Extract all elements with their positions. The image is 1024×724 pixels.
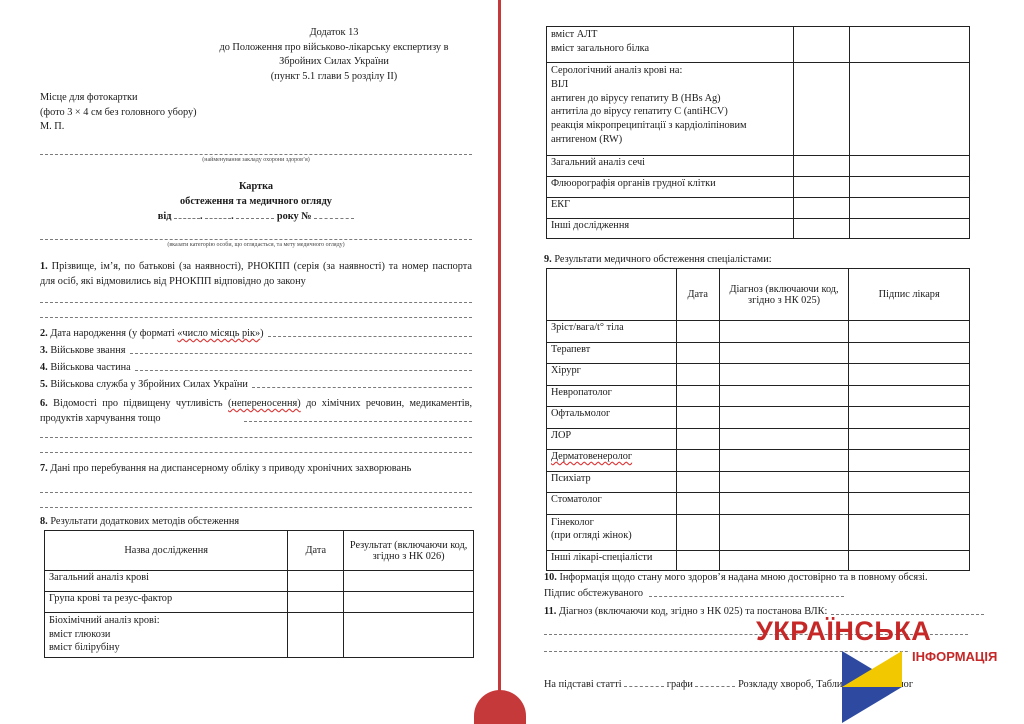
col-date: Дата bbox=[676, 269, 719, 321]
service-field[interactable] bbox=[252, 379, 472, 388]
specialist-cell: Невропатолог bbox=[547, 385, 677, 407]
result-cell[interactable] bbox=[850, 156, 970, 177]
date-cell[interactable] bbox=[676, 450, 719, 472]
item-5: 5. Військова служба у Збройних Силах України bbox=[40, 379, 472, 390]
item-3: 3. Військове звання bbox=[40, 345, 472, 356]
table-row bbox=[547, 428, 970, 450]
category-line bbox=[40, 239, 472, 240]
signature-cell[interactable] bbox=[849, 514, 970, 550]
test-name-cell: Група крові та резус-фактор bbox=[45, 592, 288, 613]
diagnosis-cell[interactable] bbox=[719, 450, 849, 472]
date-cell[interactable] bbox=[794, 27, 850, 63]
result-cell[interactable] bbox=[344, 592, 474, 613]
specialist-cell: Психіатр bbox=[547, 471, 677, 493]
item-11: 11. Діагноз (включаючи код, згідно з НК 025) та постанова ВЛК: bbox=[544, 606, 984, 617]
col-result: Результат (включаючи код, згідно з НК 026) bbox=[344, 531, 474, 571]
birthdate-field[interactable] bbox=[268, 328, 472, 337]
card-number-blank[interactable] bbox=[314, 210, 354, 219]
col-signature: Підпис лікаря bbox=[849, 269, 970, 321]
date-cell[interactable] bbox=[676, 342, 719, 364]
item-1-label: Прізвище, ім’я, по батькові (за наявності), РНОКПП (серія (за наявності) та номер паспорта для осіб, які відмовились від РНОКПП відповідно до закону bbox=[40, 261, 472, 287]
photo-label: Місце для фотокартки bbox=[40, 92, 138, 103]
specialist-cell: Інші лікарі-спеціалісти bbox=[547, 550, 677, 570]
date-cell[interactable] bbox=[794, 177, 850, 198]
item-2: 2. Дата народження (у форматі «число місяць рік» ) bbox=[40, 328, 472, 339]
diagnosis-cell[interactable] bbox=[719, 364, 849, 386]
date-cell[interactable] bbox=[288, 571, 344, 592]
unit-field[interactable] bbox=[135, 362, 472, 371]
card-title-line2: обстеження та медичного огляду bbox=[180, 196, 332, 207]
test-name-cell: Серологічний аналіз крові на: ВІЛ антиген до вірусу гепатиту В (HBs Ag) антитіла до вірусу гепатиту С (antiHCV) реакція мікропреципітації з кардіоліпіновим антигеном (RW) bbox=[547, 63, 794, 156]
patient-signature-field[interactable] bbox=[649, 588, 844, 597]
date-cell[interactable] bbox=[676, 407, 719, 429]
specialist-cell: Офтальмолог bbox=[547, 407, 677, 429]
item-1: 1. Прізвище, ім’я, по батькові (за наявності), РНОКПП (серія (за наявності) та номер паспорта для осіб, які відмовились від РНОКПП відповідно до закону bbox=[40, 261, 472, 287]
result-cell[interactable] bbox=[850, 177, 970, 198]
table-row bbox=[547, 321, 970, 343]
table-row bbox=[45, 592, 474, 613]
table-row bbox=[547, 450, 970, 472]
item-1-line-a[interactable] bbox=[40, 302, 472, 303]
test-name-cell: ЕКГ bbox=[547, 198, 794, 219]
result-cell[interactable] bbox=[850, 198, 970, 219]
col-specialist bbox=[547, 269, 677, 321]
rank-field[interactable] bbox=[130, 345, 472, 354]
table-row bbox=[547, 514, 970, 550]
result-cell[interactable] bbox=[344, 613, 474, 658]
item-11-line-b[interactable] bbox=[544, 651, 968, 652]
test-name-cell: Інші дослідження bbox=[547, 219, 794, 239]
col-date: Дата bbox=[288, 531, 344, 571]
date-cell[interactable] bbox=[676, 514, 719, 550]
specialist-cell: Терапевт bbox=[547, 342, 677, 364]
table-row bbox=[547, 385, 970, 407]
institution-line bbox=[40, 154, 472, 155]
institution-caption: (найменування закладу охорони здоров’я) bbox=[202, 157, 310, 163]
signature-cell[interactable] bbox=[849, 407, 970, 429]
specialist-cell: Дерматовенеролог bbox=[547, 450, 677, 472]
date-cell[interactable] bbox=[676, 364, 719, 386]
date-cell[interactable] bbox=[676, 493, 719, 515]
table-row bbox=[547, 407, 970, 429]
table-row bbox=[547, 27, 970, 63]
item-6-line-b[interactable] bbox=[40, 437, 472, 438]
result-cell[interactable] bbox=[850, 219, 970, 239]
table-row bbox=[45, 571, 474, 592]
table-row bbox=[547, 342, 970, 364]
signature-cell[interactable] bbox=[849, 550, 970, 570]
diagnosis-cell[interactable] bbox=[719, 385, 849, 407]
photo-size-note: (фото 3 × 4 см без головного убору) bbox=[40, 106, 197, 118]
item-6: 6. Відомості про підвищену чутливість (непереносення) до хімічних речовин, медикаментів, продуктів харчування тощо bbox=[40, 398, 473, 424]
category-caption: (вказати категорію особи, що оглядається, та мету медичного огляду) bbox=[167, 242, 345, 248]
diagnosis-cell[interactable] bbox=[719, 428, 849, 450]
appendix-line3: Збройних Силах України bbox=[279, 56, 389, 67]
specialists-table bbox=[546, 268, 970, 571]
diagnosis-cell[interactable] bbox=[719, 321, 849, 343]
diagnosis-cell[interactable] bbox=[719, 471, 849, 493]
item-10: 10. Інформація щодо стану мого здоров’я надана мною достовірно та в повному обсязі. bbox=[544, 572, 928, 583]
footer-basis: На підставі статті графи Розкладу хвороб, Табли датковиx вимог bbox=[544, 679, 914, 690]
diagnosis-cell[interactable] bbox=[719, 514, 849, 550]
table-row bbox=[547, 177, 970, 198]
item-9: 9. Результати медичного обстеження спеціалістами: bbox=[544, 254, 772, 265]
item-10-sign: Підпис обстежуваного bbox=[544, 588, 844, 599]
diagnosis-cell[interactable] bbox=[719, 342, 849, 364]
stamp-place: М. П. bbox=[40, 121, 65, 132]
additional-tests-table-continued bbox=[546, 26, 970, 239]
item-6-line-c[interactable] bbox=[40, 452, 472, 453]
test-name-cell: Біохімічний аналіз крові: вміст глюкози вміст білірубіну bbox=[45, 613, 288, 658]
table-row bbox=[547, 471, 970, 493]
signature-cell[interactable] bbox=[849, 471, 970, 493]
col-diagnosis: Діагноз (включаючи код, згідно з НК 025) bbox=[719, 269, 849, 321]
appendix-title: Додаток 13 bbox=[309, 27, 359, 38]
page-divider bbox=[498, 0, 501, 724]
appendix-line4: (пункт 5.1 глави 5 розділу II) bbox=[270, 70, 398, 82]
specialist-cell: ЛОР bbox=[547, 428, 677, 450]
signature-cell[interactable] bbox=[849, 450, 970, 472]
date-cell[interactable] bbox=[676, 428, 719, 450]
diagnosis-cell[interactable] bbox=[719, 550, 849, 570]
signature-cell[interactable] bbox=[849, 321, 970, 343]
appendix-header bbox=[199, 26, 469, 84]
table-row bbox=[547, 550, 970, 570]
specialist-cell: Гінеколог (при огляді жінок) bbox=[547, 514, 677, 550]
diagnosis-cell[interactable] bbox=[719, 407, 849, 429]
result-cell[interactable] bbox=[344, 571, 474, 592]
table-row bbox=[547, 493, 970, 515]
card-date-line: від . . року № bbox=[40, 209, 472, 224]
diagnosis-field[interactable] bbox=[831, 606, 984, 615]
card-title bbox=[40, 179, 472, 224]
article-blank[interactable] bbox=[624, 678, 664, 687]
date-cell[interactable] bbox=[288, 592, 344, 613]
date-cell[interactable] bbox=[676, 471, 719, 493]
date-cell[interactable] bbox=[794, 219, 850, 239]
left-page bbox=[14, 0, 484, 724]
item-8: 8. Результати додаткових методів обстеження bbox=[40, 516, 240, 527]
specialist-cell: Зріст/вага/t° тіла bbox=[547, 321, 677, 343]
signature-cell[interactable] bbox=[849, 342, 970, 364]
test-name-cell: вміст АЛТ вміст загального білка bbox=[547, 27, 794, 63]
signature-cell[interactable] bbox=[849, 493, 970, 515]
table-row bbox=[547, 364, 970, 386]
result-cell[interactable] bbox=[850, 27, 970, 63]
table-row bbox=[547, 198, 970, 219]
date-cell[interactable] bbox=[794, 198, 850, 219]
table-row bbox=[45, 613, 474, 658]
result-cell[interactable] bbox=[850, 63, 970, 156]
date-cell[interactable] bbox=[288, 613, 344, 658]
date-cell[interactable] bbox=[794, 63, 850, 156]
signature-cell[interactable] bbox=[849, 385, 970, 407]
date-cell[interactable] bbox=[676, 385, 719, 407]
signature-cell[interactable] bbox=[849, 364, 970, 386]
col-test-name: Назва дослідження bbox=[45, 531, 288, 571]
date-cell[interactable] bbox=[794, 156, 850, 177]
card-title-line1: Картка bbox=[238, 181, 274, 192]
photo-block bbox=[40, 91, 197, 135]
date-cell[interactable] bbox=[676, 321, 719, 343]
item-7-line-b[interactable] bbox=[40, 507, 472, 508]
item-4: 4. Військова частина bbox=[40, 362, 472, 373]
table-row bbox=[547, 219, 970, 239]
diagnosis-cell[interactable] bbox=[719, 493, 849, 515]
signature-cell[interactable] bbox=[849, 428, 970, 450]
test-name-cell: Загальний аналіз сечі bbox=[547, 156, 794, 177]
item-7: 7. Дані про перебування на диспансерному обліку з приводу хронічних захворювань bbox=[40, 463, 412, 474]
item-6-line-a[interactable] bbox=[244, 421, 472, 422]
table-header-row bbox=[45, 531, 474, 571]
day-blank[interactable] bbox=[174, 210, 200, 219]
watermark-yellow-triangle bbox=[842, 651, 902, 687]
watermark-subtitle: ІНФОРМАЦІЯ bbox=[912, 649, 998, 664]
test-name-cell: Флюорографія органів грудної клітки bbox=[547, 177, 794, 198]
additional-tests-table bbox=[44, 530, 474, 658]
year-blank[interactable] bbox=[236, 210, 274, 219]
specialist-cell: Стоматолог bbox=[547, 493, 677, 515]
date-cell[interactable] bbox=[676, 550, 719, 570]
column-blank[interactable] bbox=[695, 678, 735, 687]
table-row bbox=[547, 156, 970, 177]
table-row bbox=[547, 63, 970, 156]
watermark-title: УКРАЇНСЬКА bbox=[756, 616, 932, 646]
table-header-row bbox=[547, 269, 970, 321]
specialist-cell: Хірург bbox=[547, 364, 677, 386]
test-name-cell: Загальний аналіз крові bbox=[45, 571, 288, 592]
item-1-line-b[interactable] bbox=[40, 317, 472, 318]
appendix-line2: до Положення про військово-лікарську експертизу в bbox=[219, 41, 449, 53]
item-7-line-a[interactable] bbox=[40, 492, 472, 493]
month-blank[interactable] bbox=[205, 210, 231, 219]
